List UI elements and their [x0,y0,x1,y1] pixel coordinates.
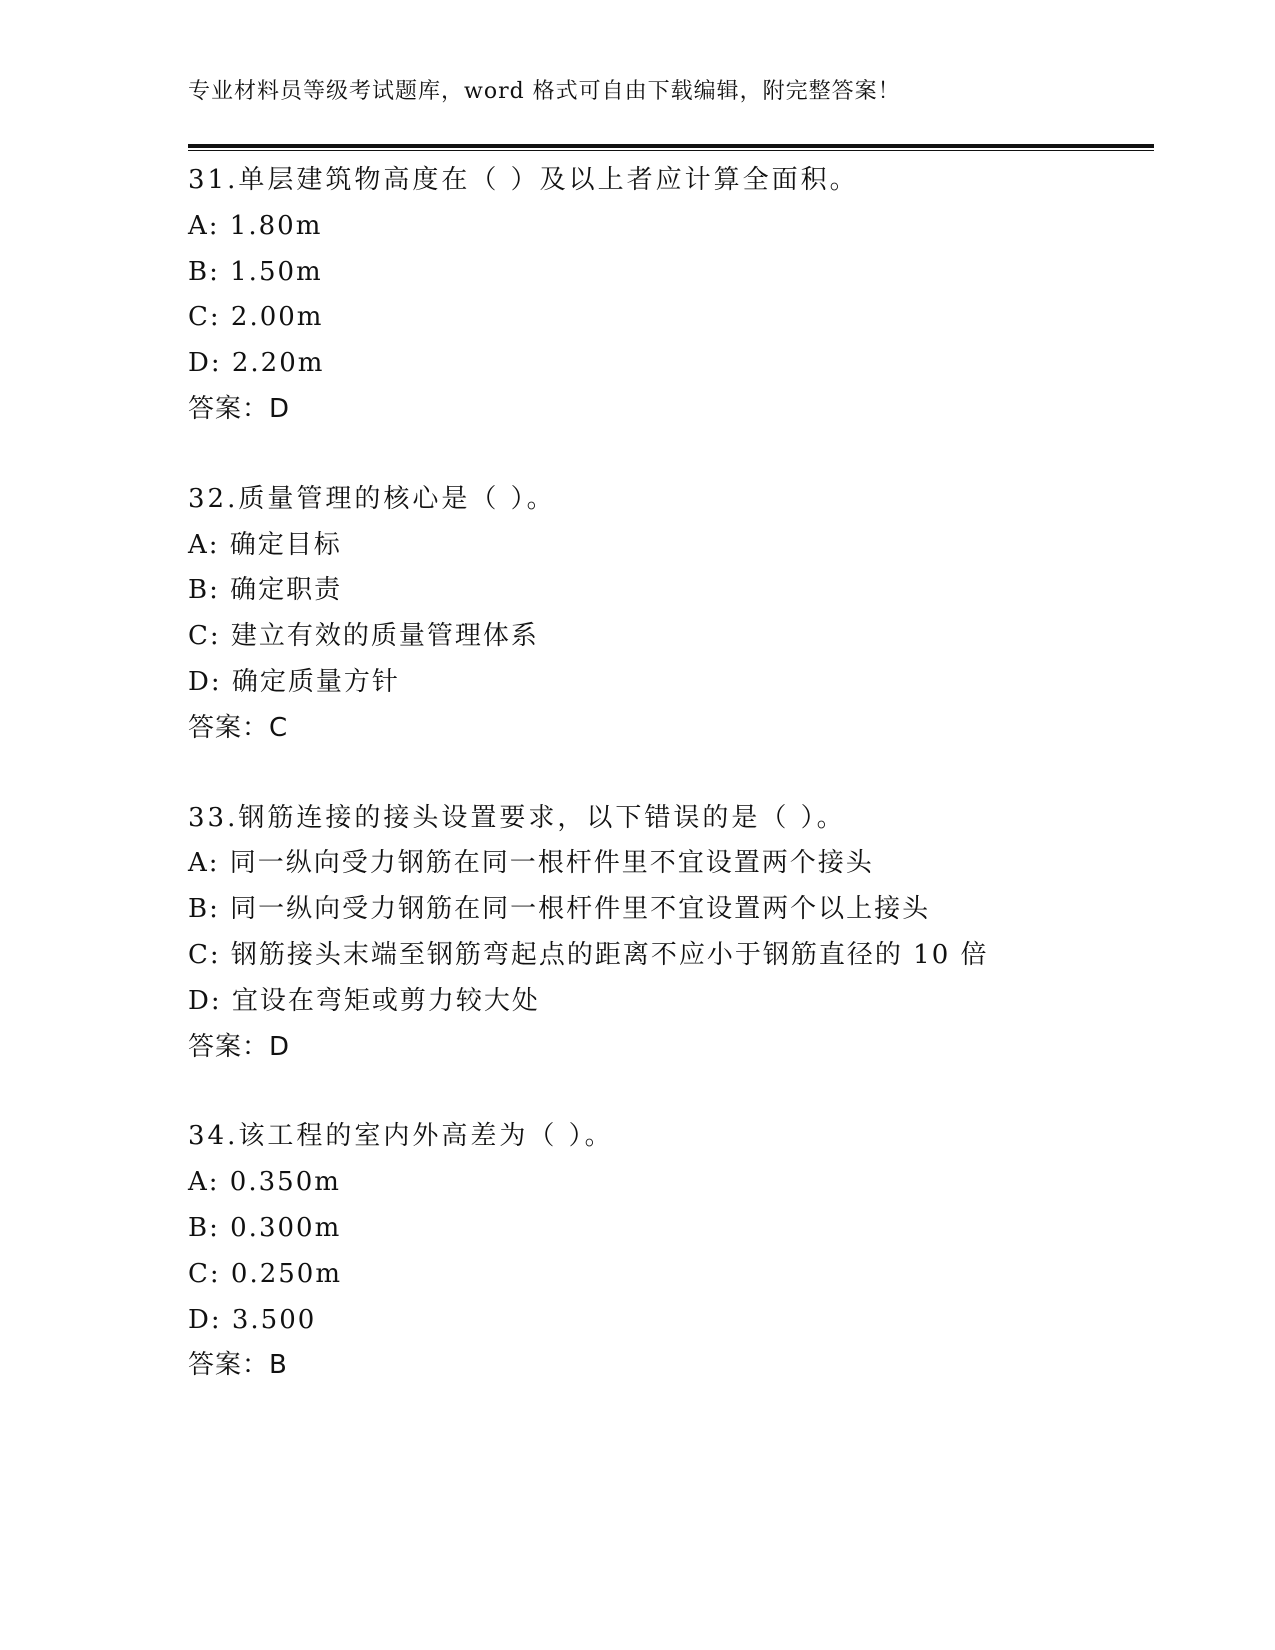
question-stem: 31.单层建筑物高度在（ ）及以上者应计算全面积。 [188,165,859,195]
option-b: B: 1.50m [188,256,323,287]
option-a: A: 1.80m [188,210,323,241]
page-header: 专业材料员等级考试题库，word 格式可自由下载编辑，附完整答案！ [188,79,901,104]
option-d: D: 宜设在弯矩或剪力较大处 [188,985,540,1016]
option-d: D: 2.20m [188,348,325,379]
answer-line: 答案：D [188,1031,291,1062]
option-d: D: 确定质量方针 [188,666,400,697]
option-b: B: 确定职责 [188,575,343,606]
header-rule-thick [188,144,1154,148]
header-rule-thin [188,150,1154,151]
question-stem: 34.该工程的室内外高差为（ ）。 [188,1121,614,1152]
question-33 [188,796,1154,1071]
question-31 [188,158,1154,433]
answer-line: 答案：C [188,712,289,743]
option-b: B: 同一纵向受力钢筋在同一根杆件里不宜设置两个以上接头 [188,894,931,925]
answer-line: 答案：B [188,1350,288,1381]
option-a: A: 同一纵向受力钢筋在同一根杆件里不宜设置两个接头 [188,848,874,879]
option-d: D: 3.500 [188,1304,317,1335]
question-list [188,158,1154,1433]
option-a: A: 0.350m [188,1167,341,1198]
option-c: C: 0.250m [188,1258,343,1289]
question-34 [188,1114,1154,1389]
question-32 [188,477,1154,752]
answer-line: 答案：D [188,393,291,424]
option-c: C: 2.00m [188,302,324,333]
question-stem: 33.钢筋连接的接头设置要求，以下错误的是（ ）。 [188,802,846,833]
option-c: C: 建立有效的质量管理体系 [188,621,539,652]
option-b: B: 0.300m [188,1212,342,1243]
question-stem: 32.质量管理的核心是（ ）。 [188,483,556,514]
option-a: A: 确定目标 [188,529,342,560]
option-c: C: 钢筋接头末端至钢筋弯起点的距离不应小于钢筋直径的 10 倍 [188,939,989,970]
